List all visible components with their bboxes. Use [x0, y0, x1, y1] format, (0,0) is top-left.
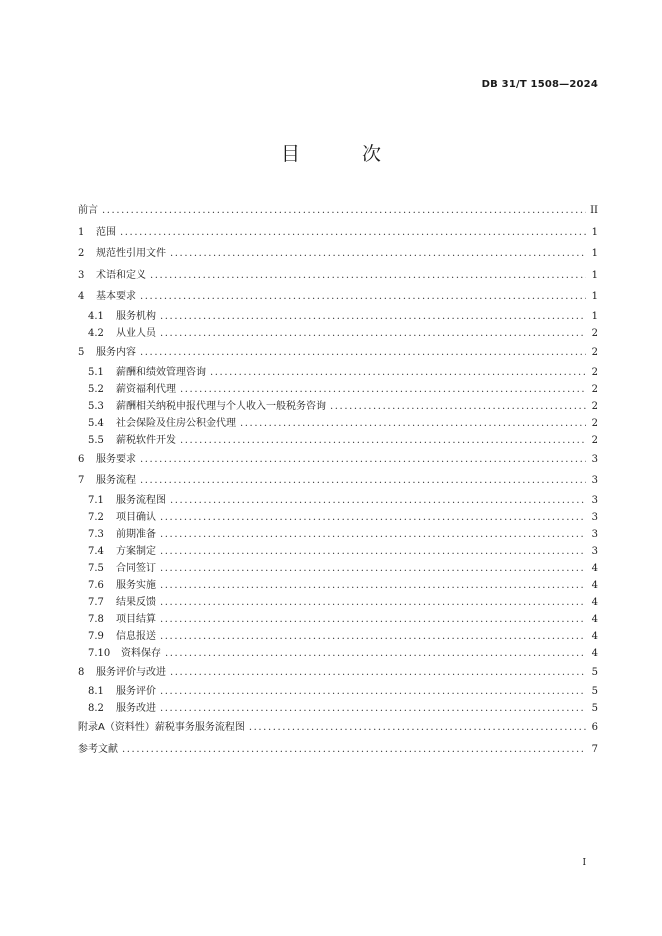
- toc-entry-page: 5: [591, 666, 598, 678]
- toc-entry[interactable]: [78, 325, 598, 342]
- toc-leader-dots: [160, 509, 586, 526]
- toc-entry-title: 结果反馈: [116, 596, 156, 608]
- toc-entry[interactable]: [78, 645, 598, 662]
- toc-entry-title: 信息报送: [116, 630, 156, 642]
- toc-entry-page: 2: [591, 346, 598, 358]
- toc-leader-dots: [160, 543, 586, 560]
- toc-leader-dots: [160, 594, 586, 611]
- toc-entry[interactable]: [78, 611, 598, 628]
- toc-entry[interactable]: [78, 222, 598, 244]
- toc-entry-page: 3: [591, 545, 598, 557]
- toc-entry-title: 服务流程: [96, 475, 136, 487]
- toc-entry-page: 3: [591, 453, 598, 465]
- toc-entry[interactable]: [78, 200, 598, 222]
- toc-entry-page: 1: [591, 248, 598, 260]
- toc-entry-title: 薪酬相关纳税申报代理与个人收入一般税务咨询: [116, 400, 326, 412]
- toc-leader-dots: [120, 222, 586, 244]
- toc-entry-number: 5.1: [88, 366, 104, 378]
- toc-entry-page: 2: [591, 417, 598, 429]
- toc-entry[interactable]: [78, 594, 598, 611]
- toc-entry-number: 5.5: [88, 434, 104, 446]
- toc-entry-page: 5: [591, 703, 598, 715]
- toc-leader-dots: [160, 325, 586, 342]
- toc-entry[interactable]: [78, 577, 598, 594]
- toc-entry[interactable]: [78, 509, 598, 526]
- toc-entry[interactable]: [78, 492, 598, 509]
- toc-leader-dots: [170, 243, 586, 265]
- toc-leader-dots: [122, 739, 586, 761]
- toc-entry-title: 范围: [96, 226, 116, 238]
- toc-entry[interactable]: [78, 560, 598, 577]
- toc-entry-number: 8.2: [88, 703, 104, 715]
- toc-leader-dots: [180, 381, 586, 398]
- toc-entry[interactable]: [78, 683, 598, 700]
- toc-entry[interactable]: [78, 526, 598, 543]
- toc-leader-dots: [160, 683, 586, 700]
- page-title: 目 次: [280, 143, 410, 165]
- toc-entry[interactable]: [78, 662, 598, 684]
- toc-entry-number: 3: [78, 269, 85, 281]
- toc-entry-title: 规范性引用文件: [96, 248, 166, 260]
- toc-entry-number: 8.1: [88, 686, 104, 698]
- toc-entry-title: 前期准备: [116, 528, 156, 540]
- toc-entry-title: 参考文献: [78, 743, 118, 755]
- toc-entry-page: 3: [591, 511, 598, 523]
- toc-entry-page: 4: [591, 579, 598, 591]
- toc-entry-title: 服务机构: [116, 310, 156, 322]
- toc-entry-page: 2: [591, 434, 598, 446]
- toc-entry-number: 2: [78, 248, 85, 260]
- toc-leader-dots: [160, 700, 586, 717]
- toc-entry-page: 5: [591, 686, 598, 698]
- toc-entry-page: 2: [591, 400, 598, 412]
- toc-entry-title: 资料保存: [121, 647, 161, 659]
- toc-entry-page: 4: [591, 596, 598, 608]
- toc-entry[interactable]: [78, 286, 598, 308]
- toc-entry-page: 1: [591, 226, 598, 238]
- toc-entry[interactable]: [78, 342, 598, 364]
- toc-entry-number: 4.1: [88, 310, 104, 322]
- toc-entry-title: 服务流程图: [116, 494, 166, 506]
- toc-entry-title: 项目确认: [116, 511, 156, 523]
- toc-entry-number: 5: [78, 346, 85, 358]
- toc-entry-number: 5.2: [88, 383, 104, 395]
- toc-entry-page: 2: [591, 383, 598, 395]
- toc-entry-number: 7.7: [88, 596, 104, 608]
- toc-leader-dots: [102, 200, 586, 222]
- toc-entry[interactable]: [78, 543, 598, 560]
- toc-entry-title: 项目结算: [116, 613, 156, 625]
- toc-entry[interactable]: [78, 243, 598, 265]
- toc-entry-page: 2: [591, 366, 598, 378]
- table-of-contents: [78, 200, 598, 761]
- toc-entry-page: 4: [591, 647, 598, 659]
- toc-entry-page: 2: [591, 327, 598, 339]
- toc-leader-dots: [160, 577, 586, 594]
- toc-entry-page: 4: [591, 630, 598, 642]
- toc-leader-dots: [140, 470, 586, 492]
- toc-entry[interactable]: [78, 432, 598, 449]
- toc-leader-dots: [140, 449, 586, 471]
- toc-leader-dots: [160, 628, 586, 645]
- toc-entry-number: 7.1: [88, 494, 104, 506]
- toc-leader-dots: [160, 560, 586, 577]
- toc-entry-title: 社会保险及住房公积金代理: [116, 417, 236, 429]
- toc-entry[interactable]: [78, 265, 598, 287]
- toc-entry-title: 服务内容: [96, 346, 136, 358]
- toc-entry-title: 服务改进: [116, 703, 156, 715]
- toc-leader-dots: [160, 526, 586, 543]
- toc-entry[interactable]: [78, 381, 598, 398]
- toc-entry-number: 1: [78, 226, 85, 238]
- toc-leader-dots: [150, 265, 586, 287]
- toc-leader-dots: [249, 717, 586, 739]
- toc-entry-number: 6: [78, 453, 85, 465]
- toc-entry-page: 3: [591, 494, 598, 506]
- toc-entry[interactable]: [78, 470, 598, 492]
- toc-entry-page: 6: [591, 722, 598, 734]
- toc-entry[interactable]: [78, 398, 598, 415]
- toc-entry-number: 7.9: [88, 630, 104, 642]
- toc-leader-dots: [170, 662, 586, 684]
- toc-entry-title: 服务要求: [96, 453, 136, 465]
- toc-entry-number: 7.8: [88, 613, 104, 625]
- toc-leader-dots: [160, 611, 586, 628]
- toc-entry-title: 薪资福利代理: [116, 383, 176, 395]
- toc-entry-number: 7.4: [88, 545, 104, 557]
- page-number: I: [582, 858, 586, 868]
- toc-leader-dots: [165, 645, 586, 662]
- toc-entry-title: 方案制定: [116, 545, 156, 557]
- toc-entry-title: 术语和定义: [96, 269, 146, 281]
- toc-entry-title: 服务评价与改进: [96, 666, 166, 678]
- toc-entry-number: 7.10: [88, 647, 111, 659]
- toc-leader-dots: [160, 308, 586, 325]
- toc-entry-title: 服务实施: [116, 579, 156, 591]
- toc-entry-page: 1: [591, 291, 598, 303]
- toc-entry[interactable]: [78, 628, 598, 645]
- toc-entry[interactable]: [78, 364, 598, 381]
- toc-leader-dots: [180, 432, 586, 449]
- toc-entry-title: 薪酬和绩效管理咨询: [116, 366, 206, 378]
- toc-entry-number: 5.4: [88, 417, 104, 429]
- toc-leader-dots: [330, 398, 586, 415]
- toc-entry-number: 8: [78, 666, 85, 678]
- toc-entry-title: 前言: [78, 205, 98, 216]
- toc-entry-page: 7: [591, 743, 598, 755]
- toc-entry-page: 3: [591, 475, 598, 487]
- standard-code: DB 31/T 1508—2024: [481, 79, 598, 90]
- toc-entry[interactable]: [78, 308, 598, 325]
- toc-entry-title: 基本要求: [96, 291, 136, 303]
- toc-entry-title: 合同签订: [116, 562, 156, 574]
- toc-entry-page: 4: [591, 562, 598, 574]
- toc-entry-number: 7.6: [88, 579, 104, 591]
- toc-entry-title: 服务评价: [116, 686, 156, 698]
- toc-entry-page: 4: [591, 613, 598, 625]
- toc-entry-page: 1: [591, 269, 598, 281]
- toc-entry-number: 4: [78, 291, 85, 303]
- toc-entry-number: 5.3: [88, 400, 104, 412]
- toc-entry-number: 4.2: [88, 327, 104, 339]
- toc-leader-dots: [140, 286, 586, 308]
- toc-entry[interactable]: [78, 415, 598, 432]
- toc-entry-page: 1: [591, 310, 598, 322]
- toc-entry[interactable]: [78, 700, 598, 717]
- toc-entry[interactable]: [78, 739, 598, 761]
- toc-entry-title: 附录A（资料性）薪税事务服务流程图: [78, 722, 245, 734]
- toc-leader-dots: [240, 415, 586, 432]
- toc-entry[interactable]: [78, 717, 598, 739]
- toc-entry-title: 薪税软件开发: [116, 434, 176, 446]
- toc-entry-number: 7: [78, 475, 85, 487]
- toc-entry-page: II: [590, 205, 598, 216]
- toc-entry[interactable]: [78, 449, 598, 471]
- toc-leader-dots: [140, 342, 586, 364]
- toc-leader-dots: [170, 492, 586, 509]
- toc-entry-number: 7.2: [88, 511, 104, 523]
- toc-entry-number: 7.3: [88, 528, 104, 540]
- toc-entry-page: 3: [591, 528, 598, 540]
- toc-entry-number: 7.5: [88, 562, 104, 574]
- toc-entry-title: 从业人员: [116, 327, 156, 339]
- toc-leader-dots: [210, 364, 586, 381]
